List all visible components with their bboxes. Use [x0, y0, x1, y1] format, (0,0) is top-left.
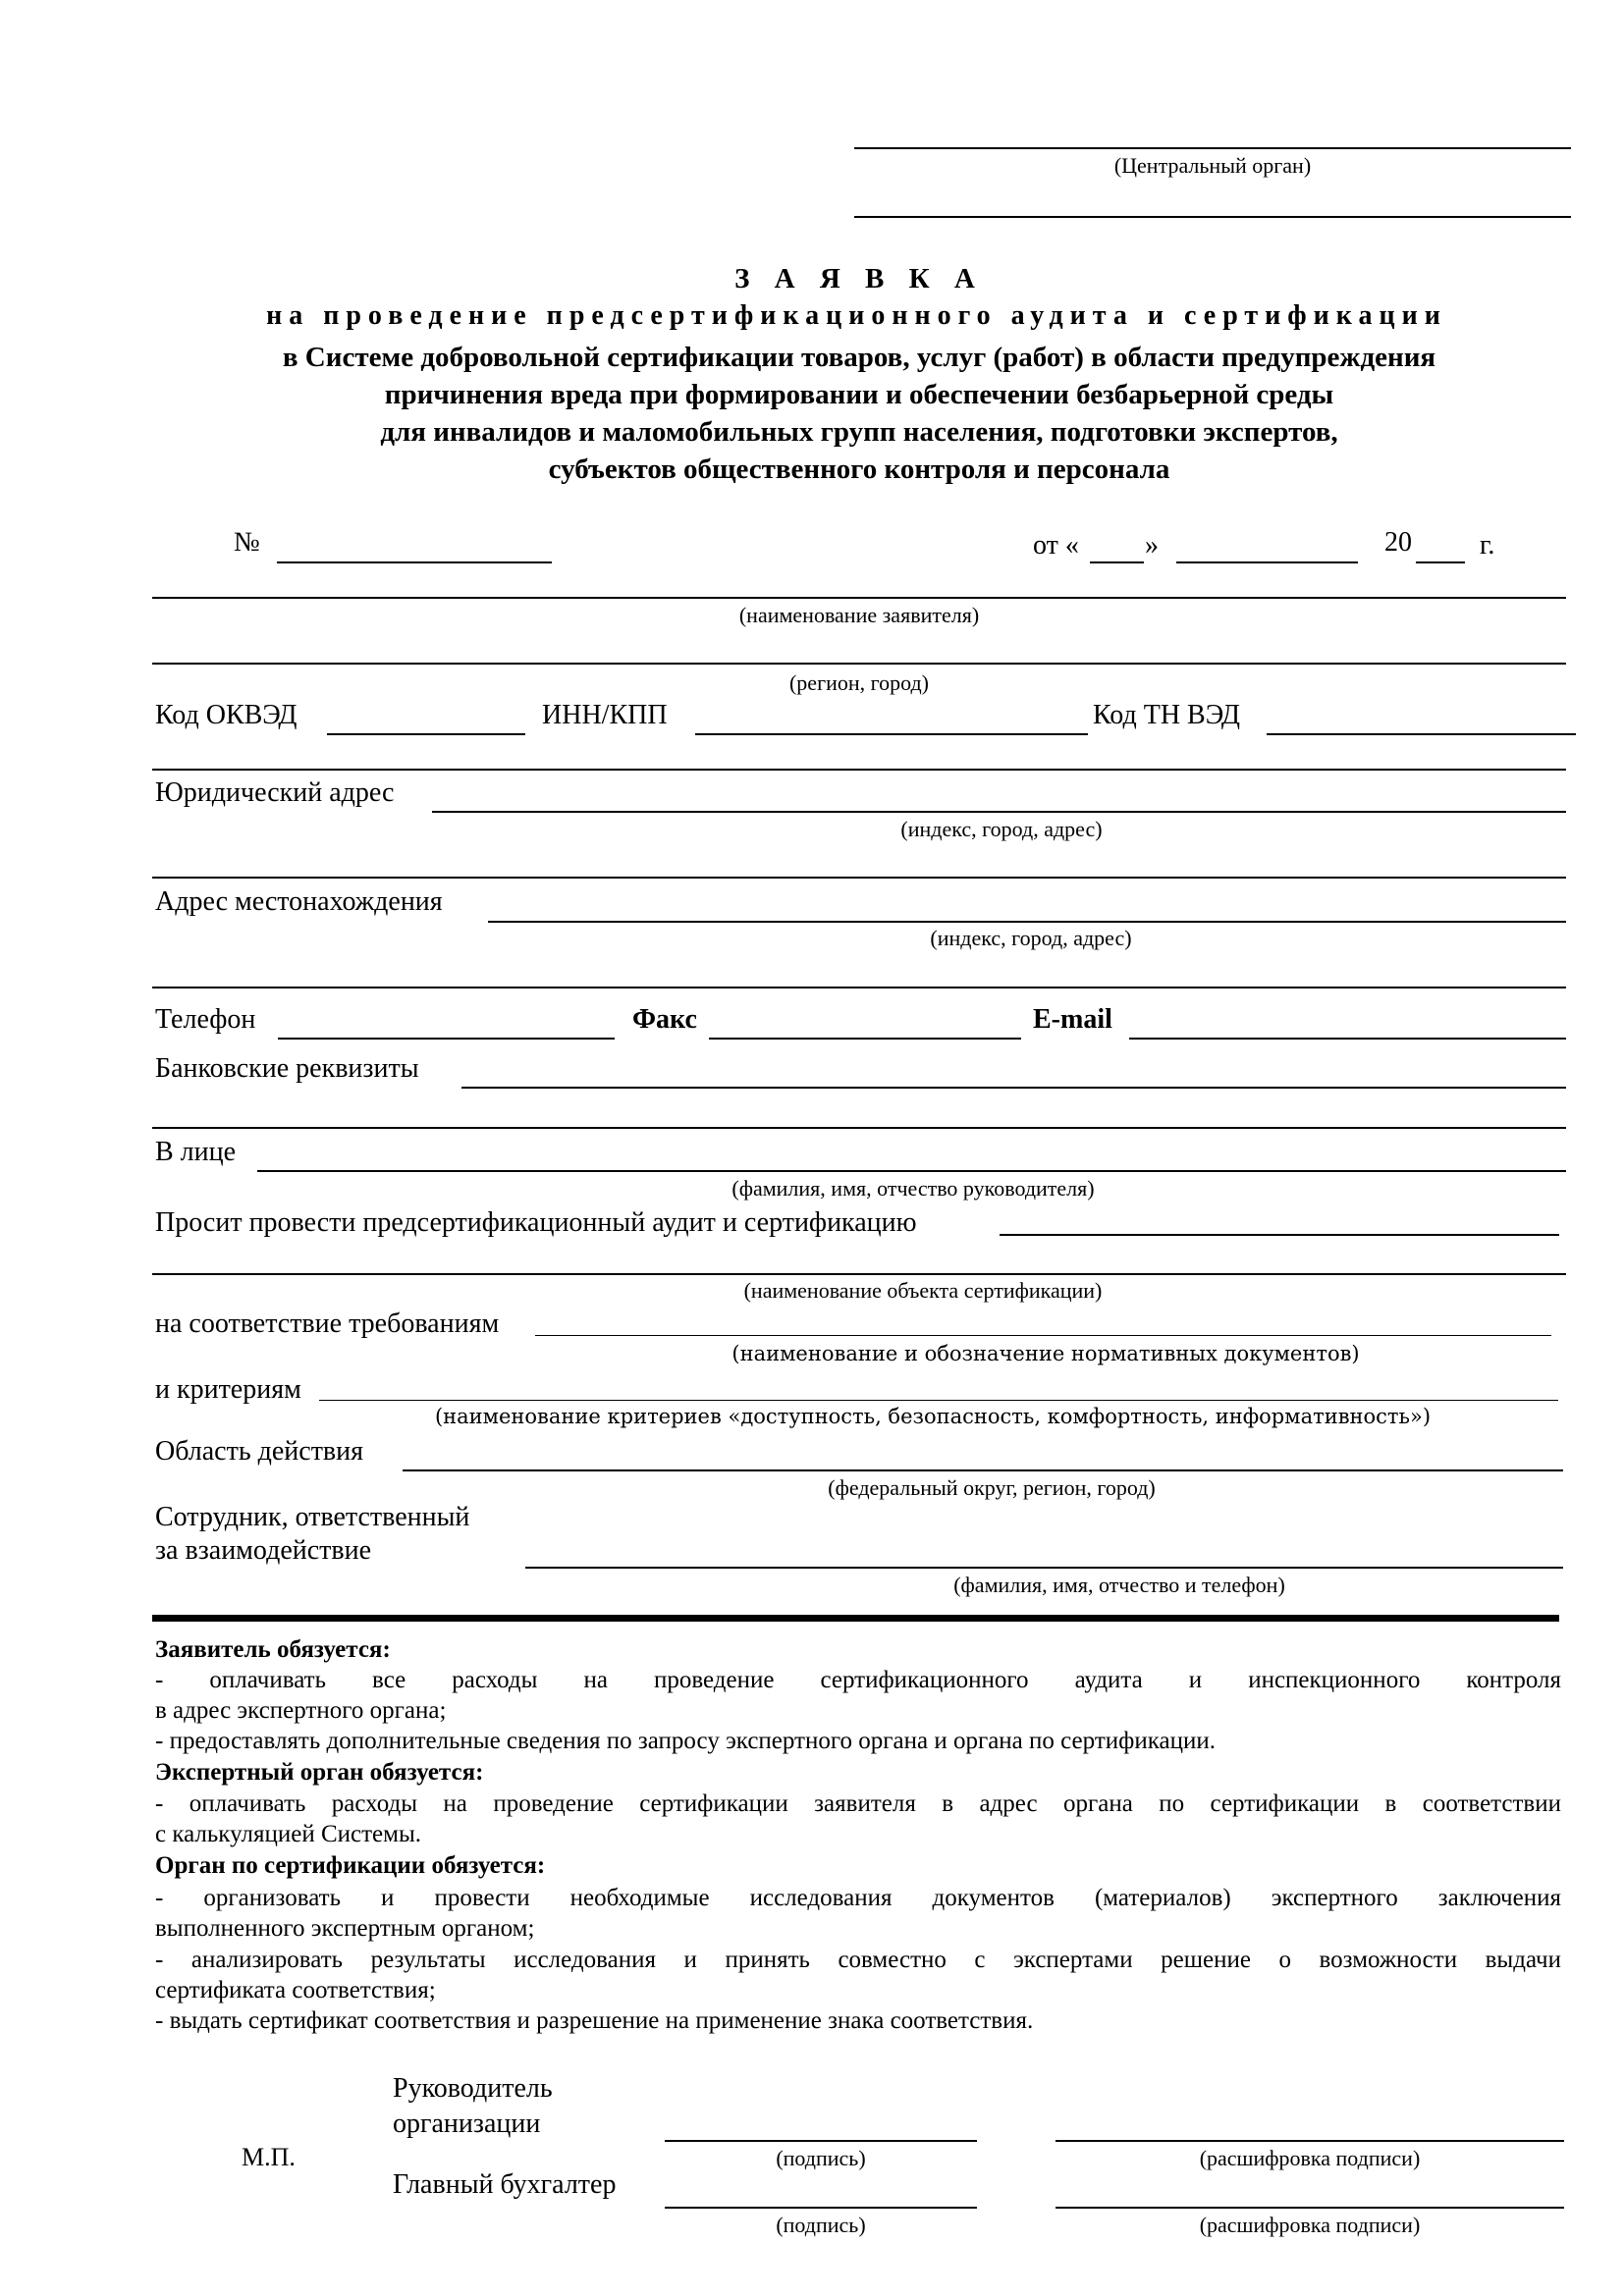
legal-address-extra-line[interactable]: [152, 877, 1566, 879]
legal-address-label: Юридический адрес: [155, 777, 395, 808]
accountant-signature-caption: (подпись): [776, 2213, 866, 2237]
date-month-field[interactable]: [1176, 561, 1358, 563]
email-field[interactable]: [1129, 1038, 1566, 1040]
expert-obligations-heading: Экспертный орган обязуется:: [155, 1759, 484, 1786]
tnved-label: Код ТН ВЭД: [1093, 700, 1240, 730]
title-line-2: на проведение предсертификационного аудита и сертификации: [266, 300, 1447, 331]
legal-address-caption: (индекс, город, адрес): [900, 817, 1103, 841]
employee-caption: (фамилия, имя, отчество и телефон): [953, 1573, 1285, 1597]
requirements-caption: (наименование и обозначение нормативных документов): [731, 1342, 1360, 1365]
phone-label: Телефон: [155, 1004, 256, 1035]
tnved-field[interactable]: [1267, 733, 1576, 735]
title-line-5: для инвалидов и маломобильных групп населения, подготовки экспертов,: [380, 416, 1338, 448]
head-signature-field[interactable]: [665, 2140, 977, 2142]
employee-field[interactable]: [525, 1567, 1563, 1569]
region-field[interactable]: [152, 663, 1566, 665]
stamp-place: М.П.: [242, 2143, 296, 2171]
applicant-caption: (наименование заявителя): [738, 603, 980, 627]
year-field[interactable]: [1416, 561, 1465, 563]
applicant-obligation-1-line-2: в адрес экспертного органа;: [155, 1697, 447, 1724]
request-field[interactable]: [1000, 1234, 1559, 1236]
date-quote-close: »: [1145, 530, 1159, 561]
criteria-caption: (наименование критериев «доступность, безопасность, комфортность, информативность»): [434, 1405, 1432, 1428]
date-day-field[interactable]: [1090, 561, 1144, 563]
region-caption: (регион, город): [788, 670, 930, 695]
bank-label: Банковские реквизиты: [155, 1053, 419, 1084]
location-caption: (индекс, город, адрес): [930, 926, 1132, 950]
location-extra-line[interactable]: [152, 987, 1566, 988]
year-suffix: г.: [1480, 530, 1495, 561]
cert-obligation-2-line-2: сертификата соответствия;: [155, 1977, 436, 2003]
object-field[interactable]: [152, 1273, 1566, 1275]
requirements-label: на соответствие требованиям: [155, 1308, 500, 1339]
codes-extra-line[interactable]: [152, 769, 1566, 771]
accountant-signature-field[interactable]: [665, 2207, 977, 2209]
legal-address-field[interactable]: [432, 811, 1566, 813]
head-label-1: Руководитель: [393, 2073, 553, 2104]
criteria-label: и критериям: [155, 1374, 301, 1405]
cert-obligation-3: - выдать сертификат соответствия и разрешение на применение знака соответствия.: [155, 2007, 1034, 2034]
title-line-6: субъектов общественного контроля и персонала: [548, 454, 1170, 485]
email-label: E-mail: [1033, 1004, 1112, 1035]
central-organ-line-2[interactable]: [854, 216, 1571, 218]
head-signature-caption: (подпись): [776, 2146, 866, 2170]
okved-label: Код ОКВЭД: [155, 700, 298, 730]
cert-obligation-1-line-2: выполненного экспертным органом;: [155, 1915, 535, 1942]
head-label-2: организации: [393, 2109, 541, 2139]
scope-caption: (федеральный округ, регион, город): [828, 1475, 1156, 1500]
fax-field[interactable]: [709, 1038, 1021, 1040]
applicant-obligation-2: - предоставлять дополнительные сведения по запросу экспертного органа и органа по сертификации.: [155, 1728, 1216, 1754]
year-prefix: 20: [1384, 527, 1412, 558]
cert-obligation-1-line-1: - организовать и провести необходимые исследования документов (материалов) экспертного заключения: [155, 1885, 1561, 1911]
head-decode-field[interactable]: [1056, 2140, 1564, 2142]
central-organ-caption: (Центральный орган): [1113, 153, 1312, 178]
section-divider: [152, 1615, 1559, 1622]
criteria-field[interactable]: [319, 1400, 1558, 1401]
inn-label: ИНН/КПП: [542, 700, 668, 730]
requirements-field[interactable]: [535, 1335, 1551, 1336]
location-field[interactable]: [488, 921, 1566, 923]
okved-field[interactable]: [327, 733, 525, 735]
expert-obligation-1-line-2: с калькуляцией Системы.: [155, 1821, 421, 1847]
scope-label: Область действия: [155, 1436, 364, 1467]
scope-field[interactable]: [403, 1469, 1563, 1471]
accountant-decode-caption: (расшифровка подписи): [1199, 2213, 1421, 2237]
applicant-field[interactable]: [152, 597, 1566, 599]
phone-field[interactable]: [278, 1038, 615, 1040]
cert-obligations-heading: Орган по сертификации обязуется:: [155, 1852, 546, 1879]
head-decode-caption: (расшифровка подписи): [1199, 2146, 1421, 2170]
number-label: №: [234, 527, 260, 558]
expert-obligation-1-line-1: - оплачивать расходы на проведение сертификации заявителя в адрес органа по сертификации в соответствии: [155, 1790, 1561, 1817]
accountant-decode-field[interactable]: [1056, 2207, 1564, 2209]
fax-label: Факс: [632, 1004, 697, 1035]
person-field[interactable]: [257, 1170, 1566, 1172]
title-line-3: в Системе добровольной сертификации товаров, услуг (работ) в области предупреждения: [282, 342, 1436, 373]
location-label: Адрес местонахождения: [155, 886, 443, 917]
accountant-label: Главный бухгалтер: [393, 2169, 617, 2200]
person-label: В лице: [155, 1137, 237, 1167]
central-organ-line-1[interactable]: [854, 147, 1571, 149]
applicant-obligation-1-line-1: - оплачивать все расходы на проведение сертификационного аудита и инспекционного контроля: [155, 1667, 1561, 1693]
person-caption: (фамилия, имя, отчество руководителя): [731, 1176, 1095, 1201]
object-caption: (наименование объекта сертификации): [743, 1278, 1103, 1303]
bank-extra-line[interactable]: [152, 1127, 1566, 1129]
applicant-obligations-heading: Заявитель обязуется:: [155, 1636, 391, 1663]
employee-label-1: Сотрудник, ответственный: [155, 1502, 470, 1532]
inn-field[interactable]: [695, 733, 1088, 735]
number-field[interactable]: [277, 561, 552, 563]
date-from-label: от «: [1033, 530, 1079, 561]
document-title: З А Я В К А: [734, 263, 984, 294]
title-line-4: причинения вреда при формировании и обеспечении безбарьерной среды: [384, 379, 1334, 410]
request-label: Просит провести предсертификационный аудит и сертификацию: [155, 1207, 917, 1238]
bank-field[interactable]: [461, 1087, 1566, 1089]
employee-label-2: за взаимодействие: [155, 1535, 372, 1566]
cert-obligation-2-line-1: - анализировать результаты исследования и принять совместно с экспертами решение о возможности выдачи: [155, 1947, 1561, 1973]
